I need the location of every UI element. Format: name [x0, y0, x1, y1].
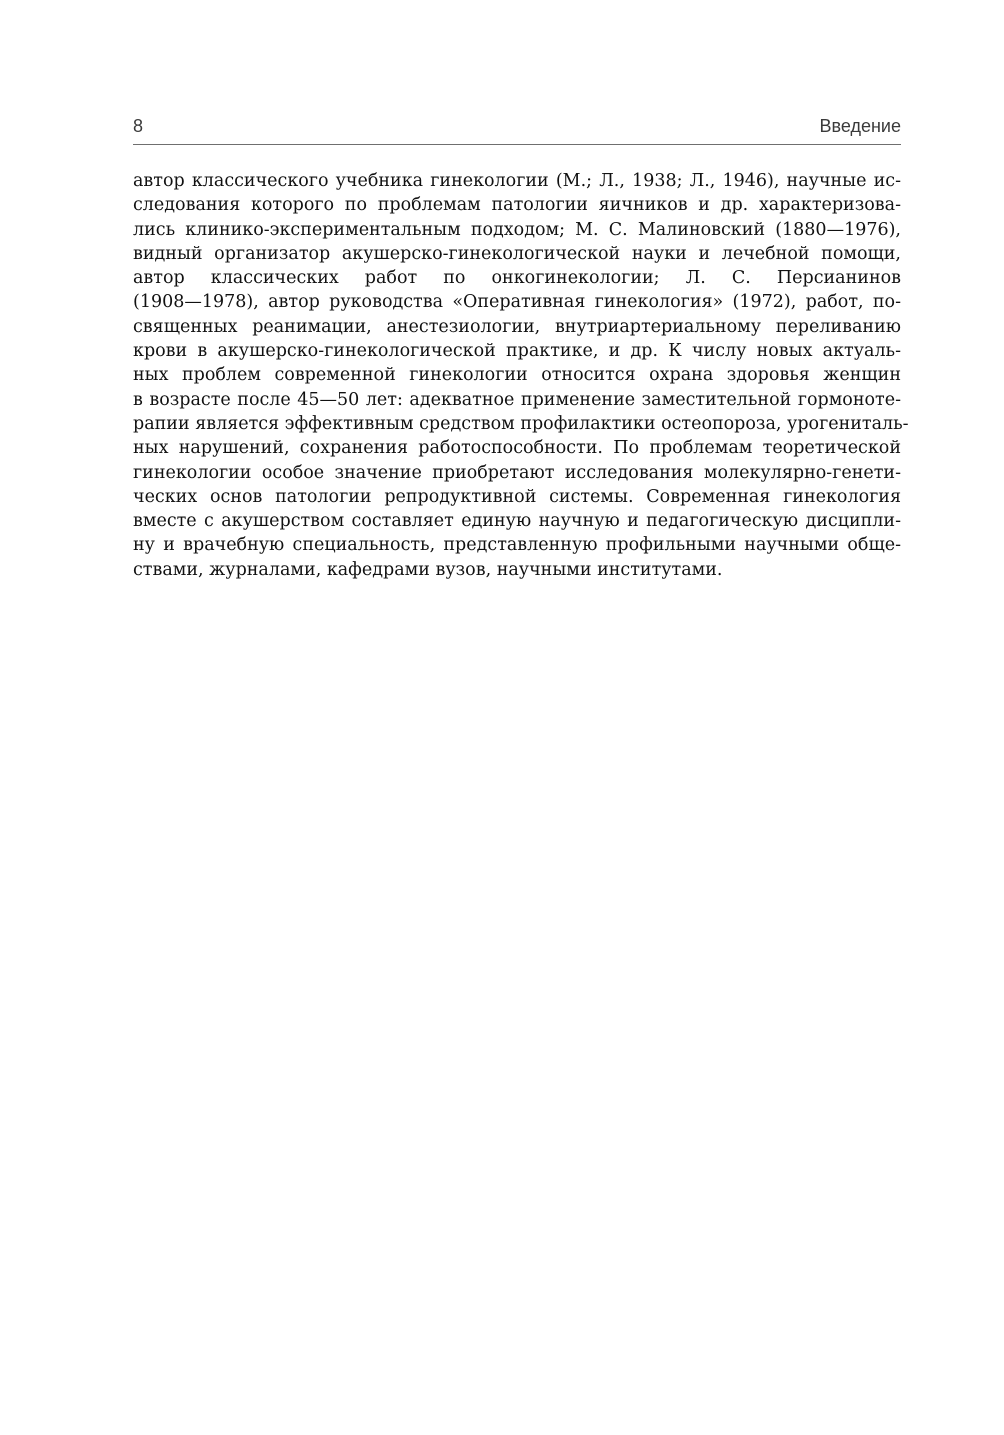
text-line: священных реанимации, анестезиологии, внутриартериальному переливанию — [133, 316, 901, 337]
section-title: Введение — [819, 116, 901, 136]
text-line: вместе с акушерством составляет единую научную и педагогическую дисципли- — [133, 511, 901, 532]
text-line: ческих основ патологии репродуктивной системы. Современная гинекология — [133, 486, 901, 507]
text-line: в возрасте после 45—50 лет: адекватное применение заместительной гормоноте- — [133, 389, 901, 410]
text-line: следования которого по проблемам патологии яичников и др. характеризова- — [133, 195, 901, 216]
text-line: гинекологии особое значение приобретают исследования молекулярно-генети- — [133, 462, 901, 483]
body-paragraph — [133, 169, 909, 582]
text-line: ствами, журналами, кафедрами вузов, научными институтами. — [133, 559, 723, 580]
text-line: ных нарушений, сохранения работоспособности. По проблемам теоретической — [133, 438, 901, 459]
text-line: крови в акушерско-гинекологической практике, и др. К числу новых актуаль- — [133, 341, 901, 362]
text-line: рапии является эффективным средством профилактики остеопороза, урогениталь- — [133, 413, 909, 434]
running-header — [133, 114, 901, 145]
text-line: автор классических работ по онкогинекологии; Л. С. Персианинов — [133, 268, 901, 289]
text-line: ну и врачебную специальность, представленную профильными научными обще- — [133, 535, 901, 556]
text-line: автор классического учебника гинекологии (М.; Л., 1938; Л., 1946), научные ис- — [133, 171, 901, 191]
text-line: лись клинико-экспериментальным подходом; М. С. Малиновский (1880—1976), — [133, 219, 901, 240]
text-line: видный организатор акушерско-гинекологической науки и лечебной помощи, — [133, 243, 901, 264]
page-number: 8 — [133, 116, 144, 136]
text-line: (1908—1978), автор руководства «Оперативная гинекология» (1972), работ, по- — [133, 292, 901, 313]
text-line: ных проблем современной гинекологии относится охрана здоровья женщин — [133, 365, 901, 386]
